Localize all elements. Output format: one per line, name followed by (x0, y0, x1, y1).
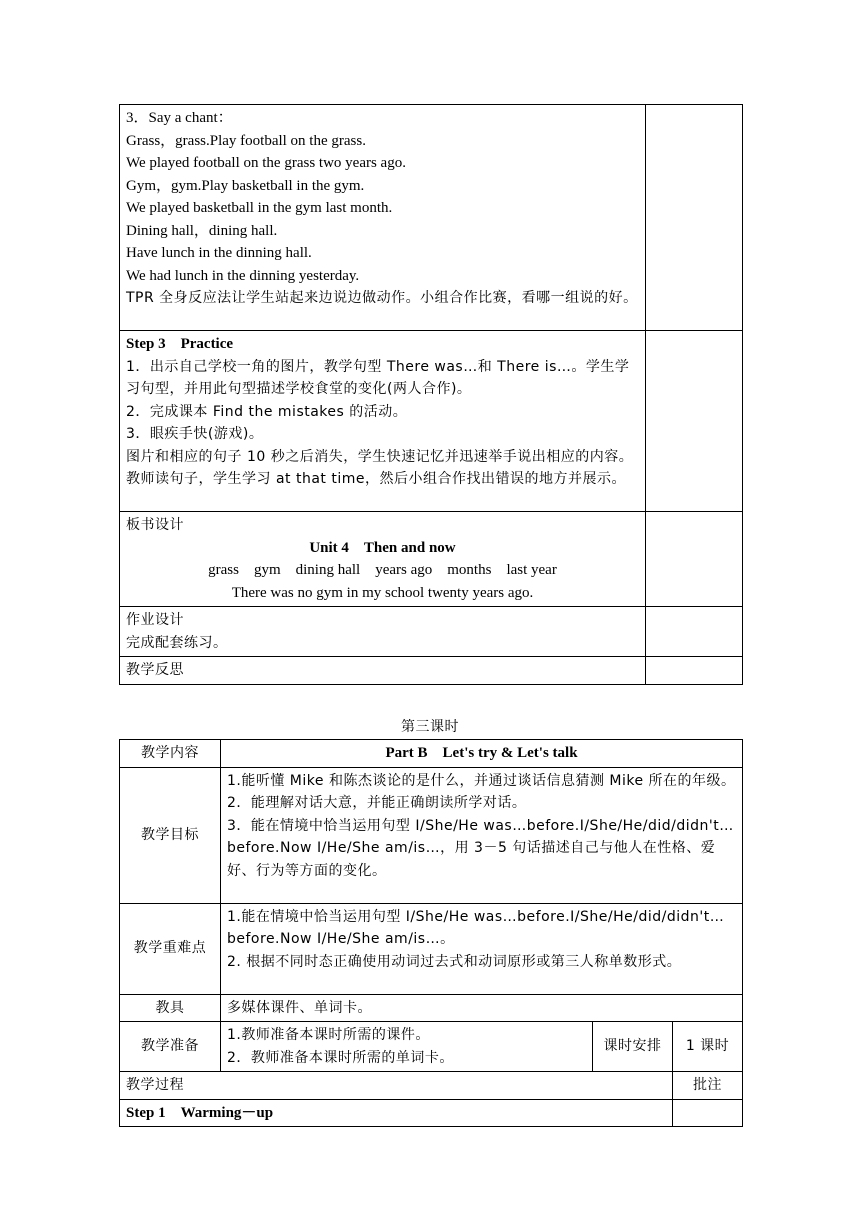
homework-content: 完成配套练习。 (126, 634, 228, 651)
chant-line: Have lunch in the dinning hall. (126, 245, 312, 261)
board-design-cell (120, 512, 646, 607)
tools-value: 多媒体课件、单词卡。 (221, 994, 743, 1022)
table-row (120, 740, 743, 768)
step1-cell: Step 1 Warming－up (120, 1099, 673, 1127)
chant-line: Gym，gym.Play basketball in the gym. (126, 177, 365, 194)
content-value: Part B Let's try & Let's talk (221, 740, 743, 768)
process-label: 教学过程 (120, 1072, 673, 1100)
chant-line: We played basketball in the gym last month. (126, 200, 393, 216)
objective-item: 1.能听懂 Mike 和陈杰谈论的是什么，并通过谈话信息猜测 Mike 所在的年级。 (227, 772, 736, 789)
tools-label: 教具 (120, 994, 221, 1022)
table-row (120, 331, 743, 512)
content-label: 教学内容 (120, 740, 221, 768)
table-row (120, 767, 743, 903)
notes-cell (646, 657, 743, 685)
step3-line: 1．出示自己学校一角的图片，教学句型 There was…和 There is…。学生学习句型，并用此句型描述学校食堂的变化(两人合作)。 (126, 358, 630, 397)
table-row (120, 994, 743, 1022)
homework-label: 作业设计 (126, 612, 184, 628)
prep-label: 教学准备 (120, 1022, 221, 1072)
notes-cell (646, 512, 743, 607)
chant-cell (120, 105, 646, 331)
chant-line: We had lunch in the dinning yesterday. (126, 267, 360, 284)
reflection-label: 教学反思 (126, 662, 184, 678)
schedule-label: 课时安排 (593, 1022, 673, 1072)
table-row (120, 105, 743, 331)
step3-line: 图片和相应的句子 10 秒之后消失，学生快速记忆并迅速举手说出相应的内容。教师读句子，学生学习 at that time，然后小组合作找出错误的地方并展示。 (126, 448, 634, 487)
chant-line: 3．Say a chant： (126, 110, 233, 126)
table-row (120, 1022, 743, 1072)
notes-label: 批注 (673, 1072, 743, 1100)
step3-title: Step 3 Practice (126, 336, 234, 352)
objective-item: 3．能在情境中恰当运用句型 I/She/He was…before.I/She/He/did/didn't…before.Now I/He/She am/is…，用 3－5 句话描述自己与他人在性格、爱好、行为等方面的变化。 (227, 817, 734, 879)
chant-line: We played football on the grass two years ago. (126, 155, 406, 171)
reflection-cell (120, 657, 646, 685)
board-words: grass gym dining hall years ago months last year (208, 562, 557, 578)
chant-line: Dining hall，dining hall. (126, 222, 278, 239)
section-heading: 第三课时 (401, 719, 459, 735)
step3-line: 3．眼疾手快(游戏)。 (126, 426, 264, 442)
lesson-plan-table (119, 739, 743, 1127)
table-row (120, 903, 743, 994)
keypoint-item: 1.能在情境中恰当运用句型 I/She/He was…before.I/She/He/did/didn't…before.Now I/He/She am/is…。 (227, 908, 725, 947)
objective-item: 2．能理解对话大意，并能正确朗读所学对话。 (227, 795, 527, 811)
table-row (120, 1099, 743, 1127)
board-label: 板书设计 (126, 517, 184, 533)
notes-cell (646, 105, 743, 331)
table-row (120, 1072, 743, 1100)
lesson-table-continued (119, 104, 743, 685)
keypoint-item: 2. 根据不同时态正确使用动词过去式和动词原形或第三人称单数形式。 (227, 953, 682, 970)
board-title: Unit 4 Then and now (309, 539, 456, 556)
schedule-value: 1 课时 (673, 1022, 743, 1072)
notes-cell (673, 1099, 743, 1127)
homework-cell (120, 607, 646, 657)
chant-line: Grass，grass.Play football on the grass. (126, 132, 366, 149)
chant-note: TPR 全身反应法让学生站起来边说边做动作。小组合作比赛，看哪一组说的好。 (126, 290, 638, 306)
objectives-cell (221, 767, 743, 903)
notes-cell (646, 331, 743, 512)
table-row (120, 512, 743, 607)
prep-item: 2．教师准备本课时所需的单词卡。 (227, 1049, 454, 1066)
table-row (120, 657, 743, 685)
table-row (120, 607, 743, 657)
board-sentence: There was no gym in my school twenty years ago. (231, 584, 534, 601)
prep-cell (221, 1022, 593, 1072)
prep-item: 1.教师准备本课时所需的课件。 (227, 1027, 430, 1043)
notes-cell (646, 607, 743, 657)
keypoints-cell (221, 903, 743, 994)
keypoints-label: 教学重难点 (120, 903, 221, 994)
step3-line: 2．完成课本 Find the mistakes 的活动。 (126, 403, 408, 420)
objectives-label: 教学目标 (120, 767, 221, 903)
practice-cell (120, 331, 646, 512)
